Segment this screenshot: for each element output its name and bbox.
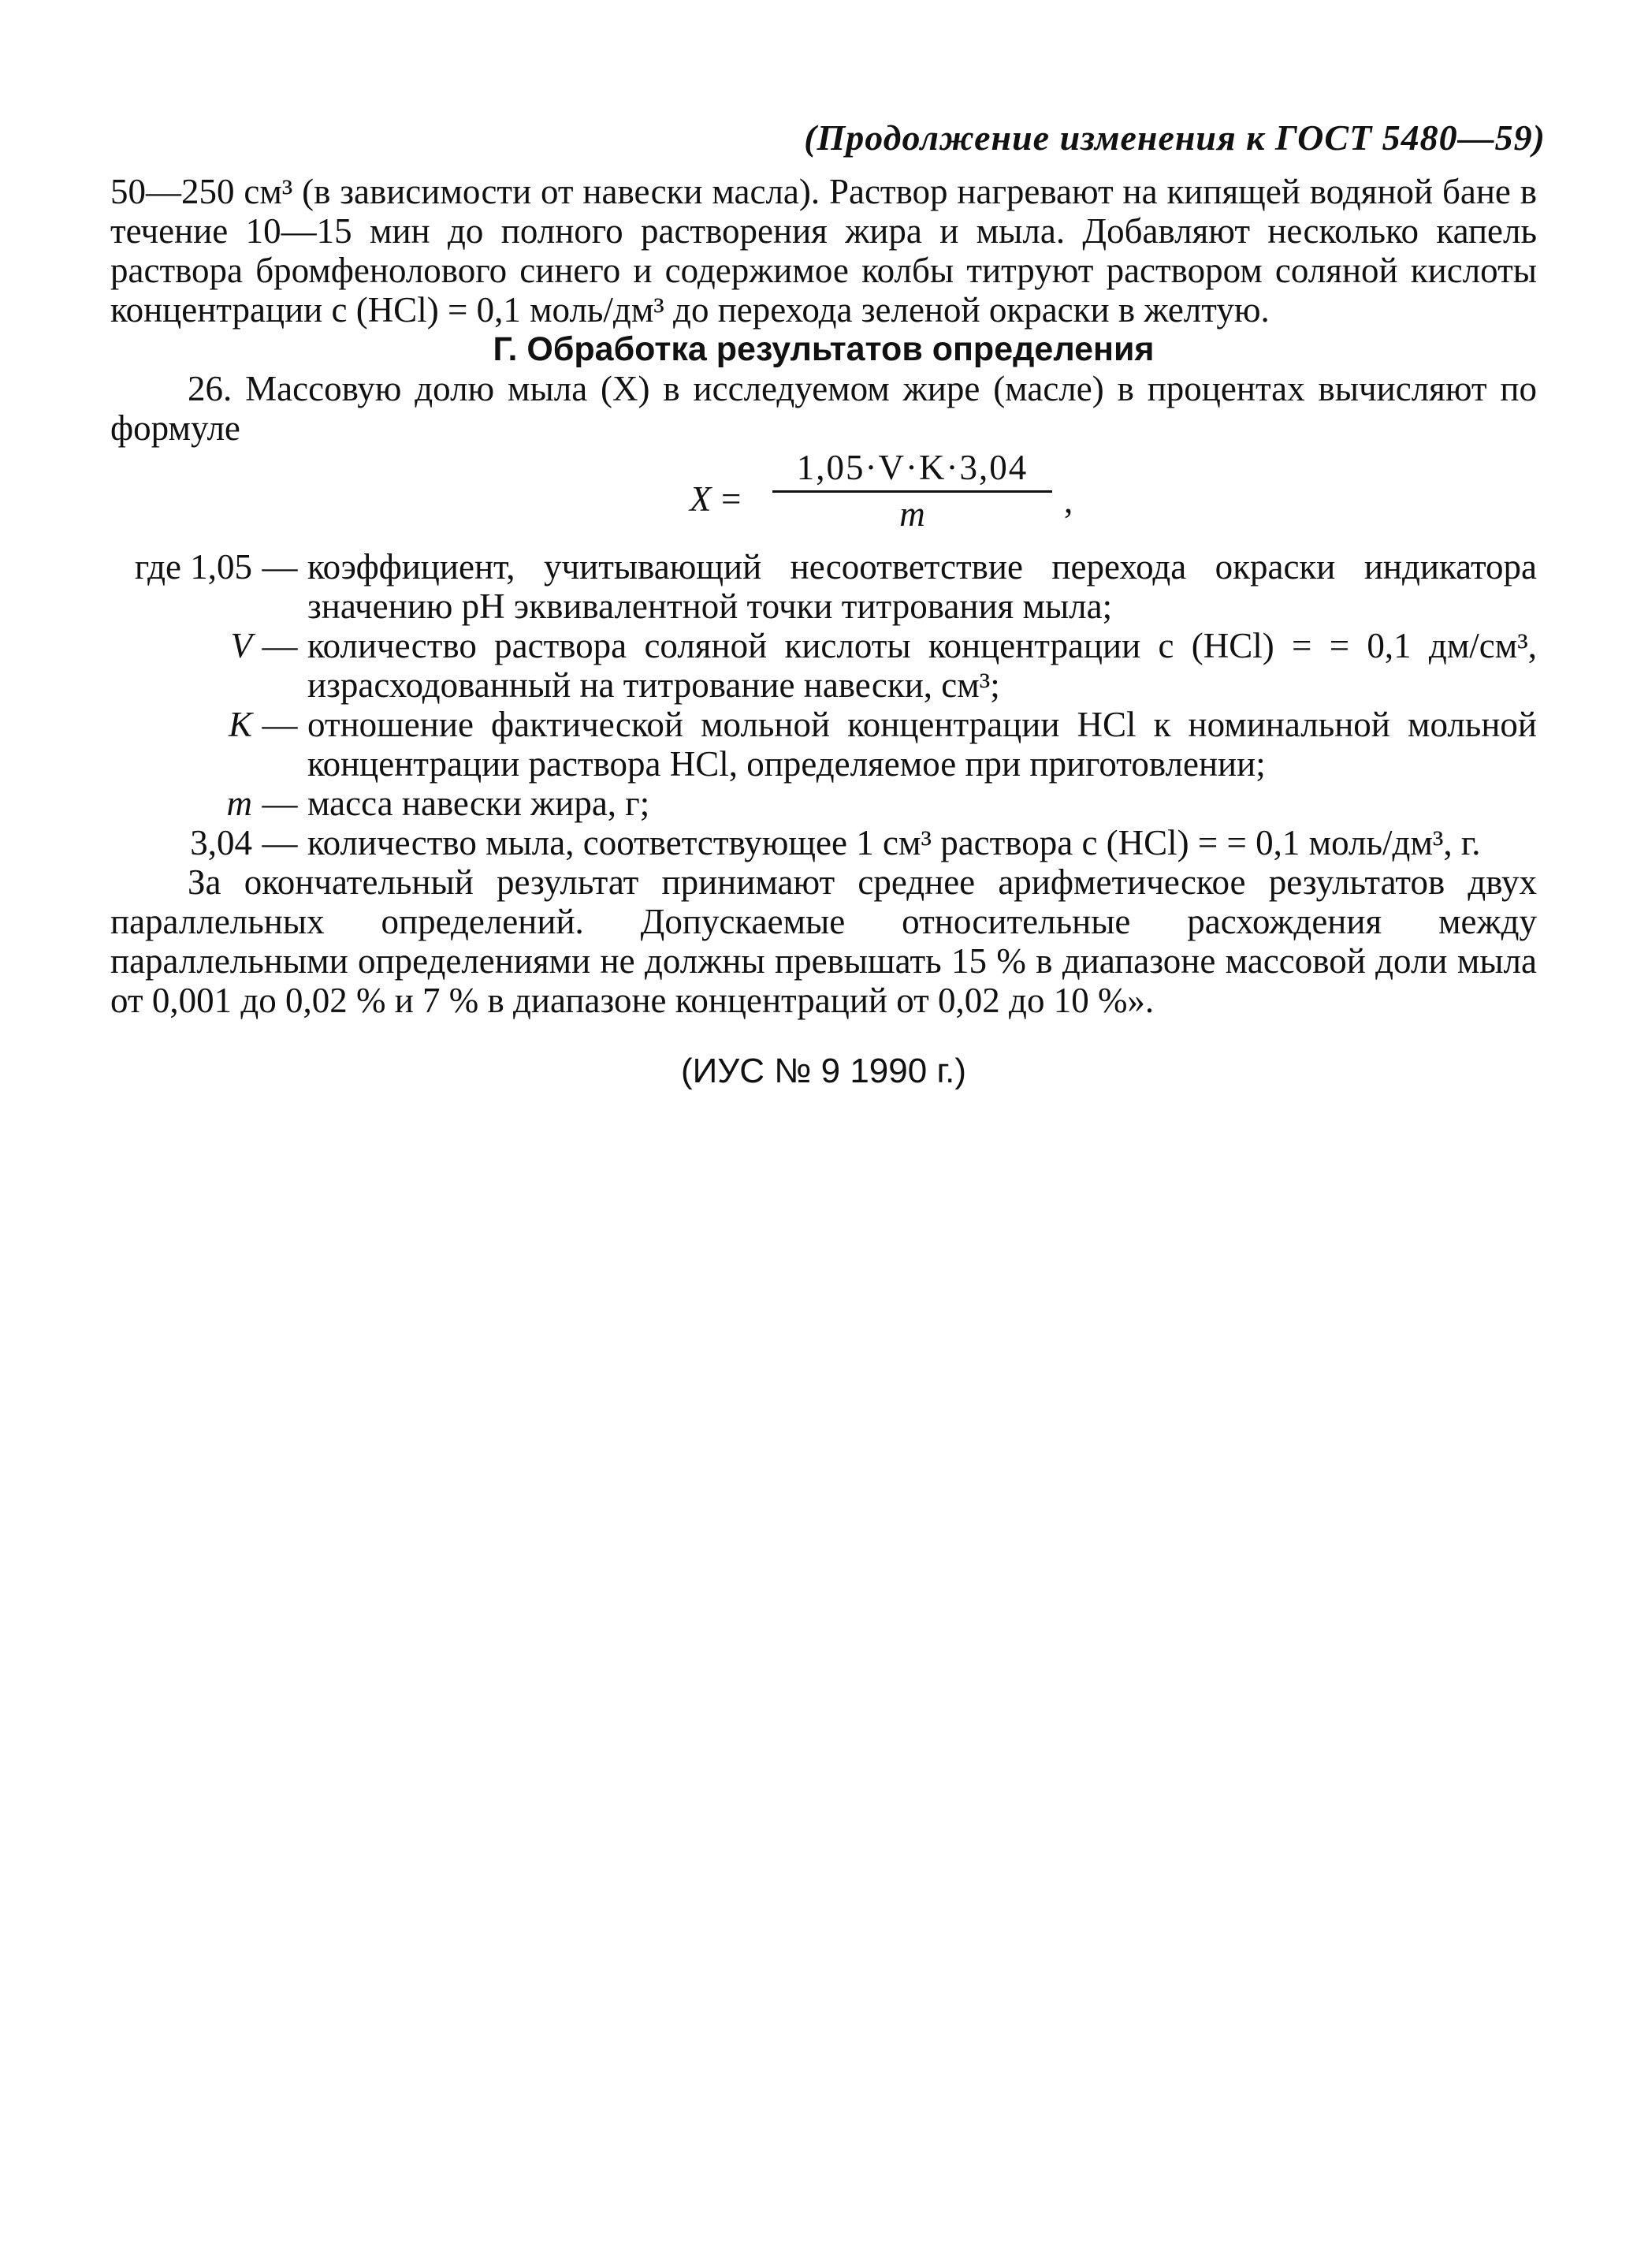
clause-paragraph: 26. Массовую долю мыла (X) в исследуемом жире (масле) в процентах вычисляют по формуле xyxy=(110,369,1537,448)
definition-dash: — xyxy=(262,784,298,823)
definition-item xyxy=(110,705,1537,784)
conclusion-paragraph: За окончательный результат принимают среднее арифметическое результатов двух параллельных определений. Допускаемые относительные расхождения между параллельными определениями не должны превышать 15 % в диапазоне массовой доли мыла от 0,001 до 0,02 % и 7 % в диапазоне концентраций от 0,02 до 10 %». xyxy=(110,862,1537,1020)
definition-symbol: где 1,05 xyxy=(134,547,252,587)
definition-item xyxy=(110,784,1537,823)
definition-item xyxy=(110,823,1537,862)
formula-denominator: m xyxy=(899,494,925,534)
definition-dash: — xyxy=(262,626,298,665)
definition-text: количество раствора соляной кислоты концентрации c (HCl) = = 0,1 дм/см³, израсходованный на титрование навески, см³; xyxy=(307,626,1537,705)
definition-symbol: 3,04 xyxy=(190,823,252,862)
definition-symbol: m xyxy=(226,784,252,823)
definitions-list xyxy=(110,547,1537,862)
publication-reference: (ИУС № 9 1990 г.) xyxy=(680,1052,966,1090)
document-body xyxy=(110,172,1537,1126)
formula xyxy=(110,448,1537,541)
formula-comma: , xyxy=(1064,481,1073,520)
definition-dash: — xyxy=(262,823,298,862)
formula-equals: = xyxy=(721,479,742,519)
definition-text: количество мыла, соответствующее 1 см³ раствора c (HCl) = = 0,1 моль/дм³, г. xyxy=(307,823,1481,862)
definition-text: масса навески жира, г; xyxy=(307,784,650,823)
formula-fraction xyxy=(772,448,1052,534)
intro-paragraph: 50—250 см³ (в зависимости от навески масла). Раствор нагревают на кипящей водяной бане в течение 10—15 мин до полного растворения жира и мыла. Добавляют несколько капель раствора бромфенолового синего и содержимое колбы титруют раствором соляной кислоты концентрации c (HCl) = 0,1 моль/дм³ до перехода зеленой окраски в желтую. xyxy=(110,172,1537,330)
section-heading: Г. Обработка результатов определения xyxy=(493,330,1155,368)
definition-symbol: K xyxy=(228,705,252,744)
page-header: (Продолжение изменения к ГОСТ 5480—59) xyxy=(804,117,1546,158)
definition-item xyxy=(110,547,1537,626)
definition-item xyxy=(110,626,1537,705)
definition-text: коэффициент, учитывающий несоответствие перехода окраски индикатора значению pH эквивалентной точки титрования мыла; xyxy=(307,547,1537,626)
definition-dash: — xyxy=(262,705,298,744)
formula-lhs: X xyxy=(690,479,712,519)
definition-text: отношение фактической мольной концентрации HCl к номинальной мольной концентрации раствора HCl, определяемое при приготовлении; xyxy=(307,705,1537,784)
definition-dash: — xyxy=(262,547,298,587)
definition-symbol: V xyxy=(230,626,252,665)
formula-numerator: 1,05·V·K·3,04 xyxy=(772,448,1052,493)
